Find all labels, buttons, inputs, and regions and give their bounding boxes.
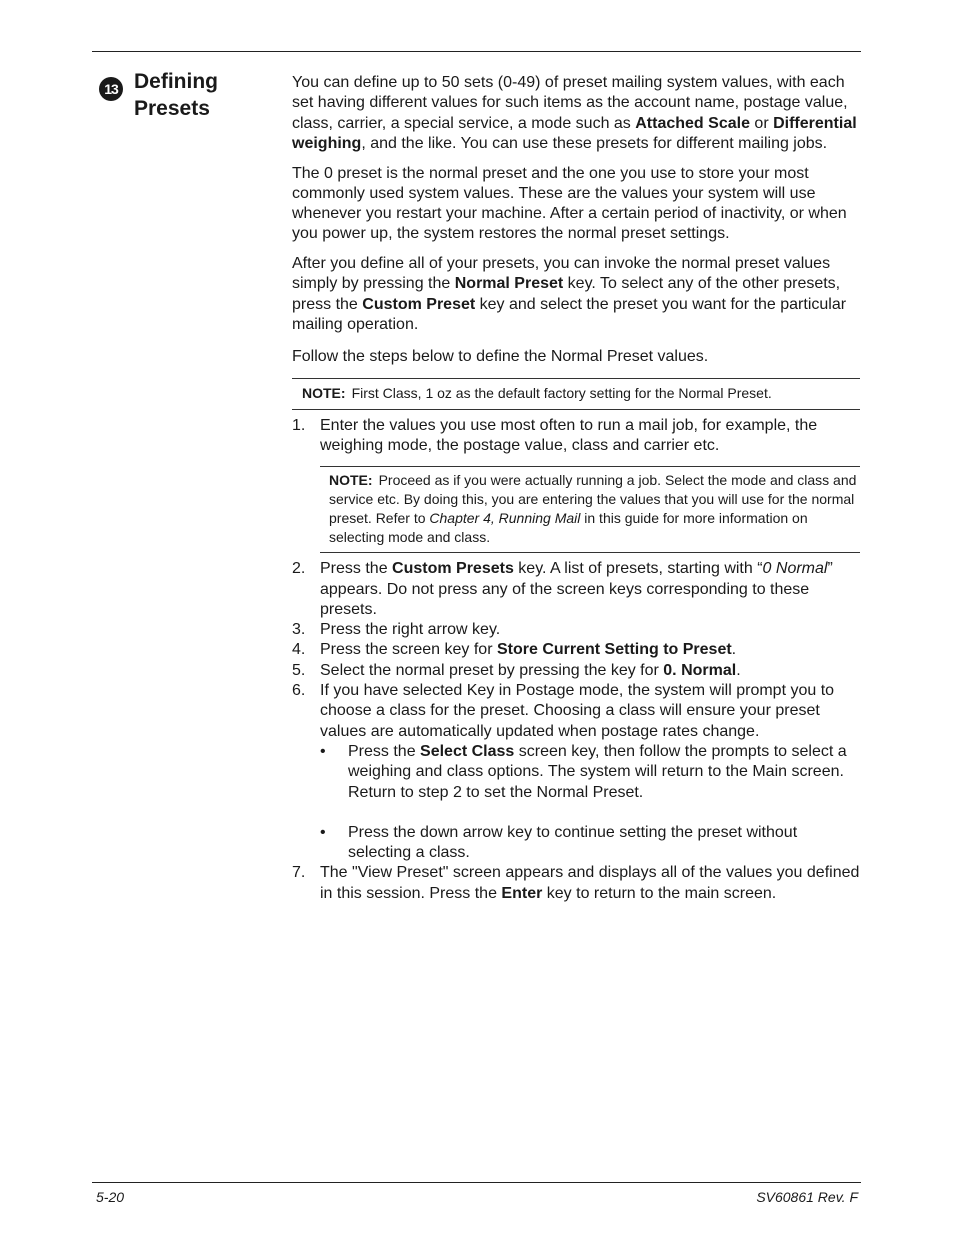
intro-paragraph-4: Follow the steps below to define the Normal Preset values. xyxy=(292,348,709,366)
step-1: 1. Enter the values you use most often to run a mail job, for example, the weighing mode, the postage value, class and carrier etc. NOTE: Proceed as if you were actually running a job. Select the mode and class and service etc. By doing this, you are entering the values that you will use for the normal preset. Refer to Chapter 4, Running Mail in this guide for more information on selecting mode and class. xyxy=(292,416,860,554)
steps-list xyxy=(292,416,860,904)
option-skip-class: • Press the down arrow key to continue setting the preset without selecting a class. xyxy=(320,823,798,862)
step-2: 2. Press the Custom Presets key. A list of presets, starting with “0 Normal” appears. Do not press any of the screen keys corresponding to these presets. xyxy=(292,560,833,618)
note-default-setting xyxy=(292,378,860,410)
heading-line1: Defining xyxy=(134,70,218,93)
note-proceed: NOTE: Proceed as if you were actually running a job. Select the mode and class and service etc. By doing this, you are entering the values that you will use for the normal preset. Refer to Chapter 4, Running Mail in this guide for more information on selecting mode and class. xyxy=(320,466,860,553)
heading-line2: Presets xyxy=(134,97,210,120)
step-6-options xyxy=(320,742,860,863)
header-rule xyxy=(92,51,861,52)
page-number: 5-20 xyxy=(96,1189,125,1205)
body-content xyxy=(292,73,860,904)
note-text: First Class, 1 oz as the default factory setting for the Normal Preset. xyxy=(351,384,772,401)
intro-paragraph-3: After you define all of your presets, you can invoke the normal preset values simply by pressing the Normal Preset key. To select any of the other presets, press the Custom Preset key and select the preset you want for the particular mailing operation. xyxy=(292,255,847,334)
step-4: 4. Press the screen key for Store Current Setting to Preset. xyxy=(292,641,737,659)
note-label: NOTE: xyxy=(302,384,346,401)
section-number-badge: 13 xyxy=(99,77,123,101)
section-heading xyxy=(134,68,284,122)
intro-paragraph-2: The 0 preset is the normal preset and the one you use to store your most commonly used system values. These are the values your system will use whenever you restart your machine. After a certain period of inactivity, or when you power up, the system restores the normal preset settings. xyxy=(292,164,847,243)
intro-paragraph-1: You can define up to 50 sets (0-49) of preset mailing system values, with each set having different values for such items as the account name, postage value, class, carrier, a special service, a mode such as Attached Scale or Differential weighing, and the like. You can use these presets for different mailing jobs. xyxy=(292,74,857,152)
step-7: 7. The "View Preset" screen appears and displays all of the values you defined in this session. Press the Enter key to return to the main screen. xyxy=(292,864,860,902)
footer-rule xyxy=(92,1182,861,1183)
step-6: 6. If you have selected Key in Postage mode, the system will prompt you to choose a class for the preset. Choosing a class will ensure your preset values are automatically updated when postage rates change. • Press the Select Class screen key, then follow the prompts to select a weighing and class options. The system will return to the Main screen. Return to step 2 to set the Normal Preset. • Press the down arrow key to continue setting the preset without selecting a class. xyxy=(292,681,860,863)
step-3: 3. Press the right arrow key. xyxy=(292,621,501,639)
option-select-class: • Press the Select Class screen key, then follow the prompts to select a weighing and class options. The system will return to the Main screen. Return to step 2 to set the Normal Preset. xyxy=(320,742,847,801)
step-5: 5. Select the normal preset by pressing the key for 0. Normal. xyxy=(292,661,741,679)
document-id: SV60861 Rev. F xyxy=(756,1189,858,1205)
